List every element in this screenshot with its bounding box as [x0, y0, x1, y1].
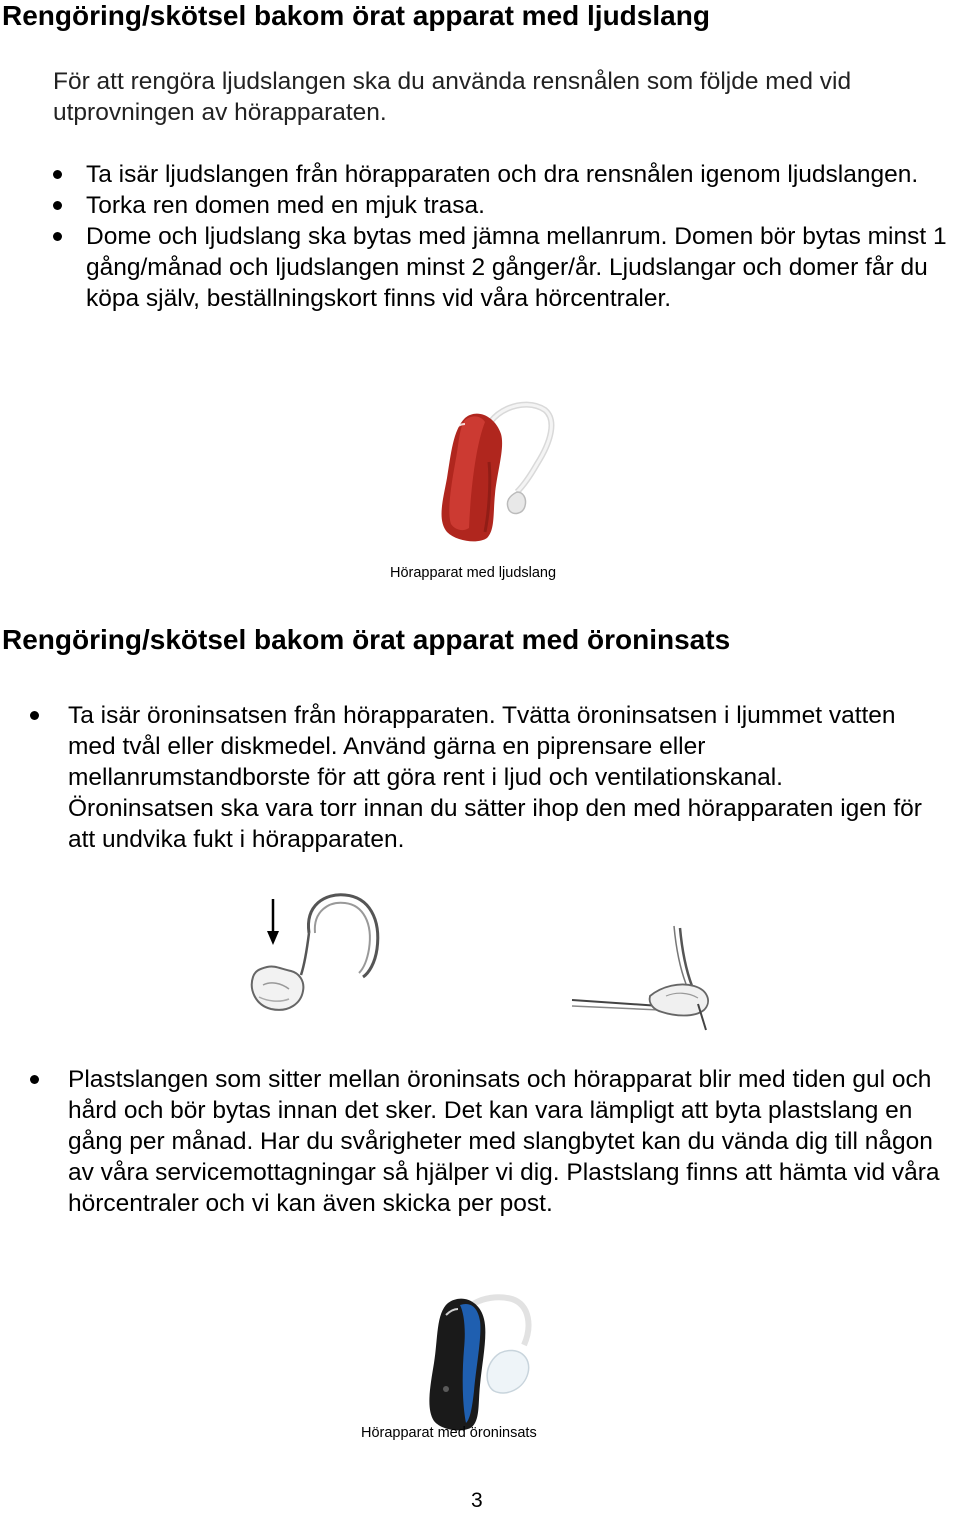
red-hearing-aid-image: [425, 402, 565, 552]
page-number: 3: [471, 1489, 483, 1512]
image-caption-red: Hörapparat med ljudslang: [390, 565, 557, 581]
list-item-text: Ta isär öroninsatsen från hörapparaten. Tvätta öroninsatsen i ljummet vatten med tvål eller diskmedel. Använd gärna en piprensare eller mellanrumstandborste för att göra rent i ljud och ventilationskanal. Öroninsatsen ska vara torr innan du sätter ihop den med hörapparaten igen för att undvika fukt i hörapparaten.: [68, 702, 922, 853]
bullet-icon: [53, 201, 62, 210]
bullet-icon: [53, 170, 62, 179]
list-item-text: Ta isär ljudslangen från hörapparaten och dra rensnålen igenom ljudslangen.: [86, 161, 919, 188]
tube-drawing: [570, 920, 720, 1040]
list-item-text: Plastslangen som sitter mellan öroninsats och hörapparat blir med tiden gul och hård och bör bytas innan det sker. Det kan vara lämpligt att byta plastslang en gång per månad. Har du svårigheter med slangbytet kan du vända dig till någon av våra servicemottagningar så hjälper vi dig. Plastslang finns att hämta vid våra hörcentraler och vi kan även skicka per post.: [68, 1066, 940, 1217]
section2-heading: Rengöring/skötsel bakom örat apparat med öroninsats: [2, 624, 731, 655]
section1-bullet-list: [53, 159, 958, 314]
section2-bullet-list-1: [30, 700, 930, 855]
list-item: [30, 700, 930, 855]
list-item: [53, 159, 958, 190]
list-item-text: Dome och ljudslang ska bytas med jämna mellanrum. Domen bör bytas minst 1 gång/månad och ljudslangen minst 2 gånger/år. Ljudslangar och domer får du köpa själv, beställningskort finns vid våra hörcentraler.: [86, 223, 947, 312]
list-item: [53, 190, 958, 221]
blue-hearing-aid-image: [420, 1293, 540, 1433]
list-item: [30, 1064, 960, 1219]
earmould-drawing: [245, 893, 385, 1023]
section1-heading: Rengöring/skötsel bakom örat apparat med ljudslang: [2, 0, 710, 31]
bullet-icon: [30, 1075, 39, 1084]
section2-bullet-list-2: [30, 1064, 960, 1219]
list-item-text: Torka ren domen med en mjuk trasa.: [86, 192, 485, 219]
section1-intro: För att rengöra ljudslangen ska du använda rensnålen som följde med vid utprovningen av hörapparaten.: [53, 68, 852, 126]
list-item: [53, 221, 958, 314]
bullet-icon: [53, 232, 62, 241]
bullet-icon: [30, 711, 39, 720]
image-caption-blue: Hörapparat med öroninsats: [361, 1425, 537, 1441]
